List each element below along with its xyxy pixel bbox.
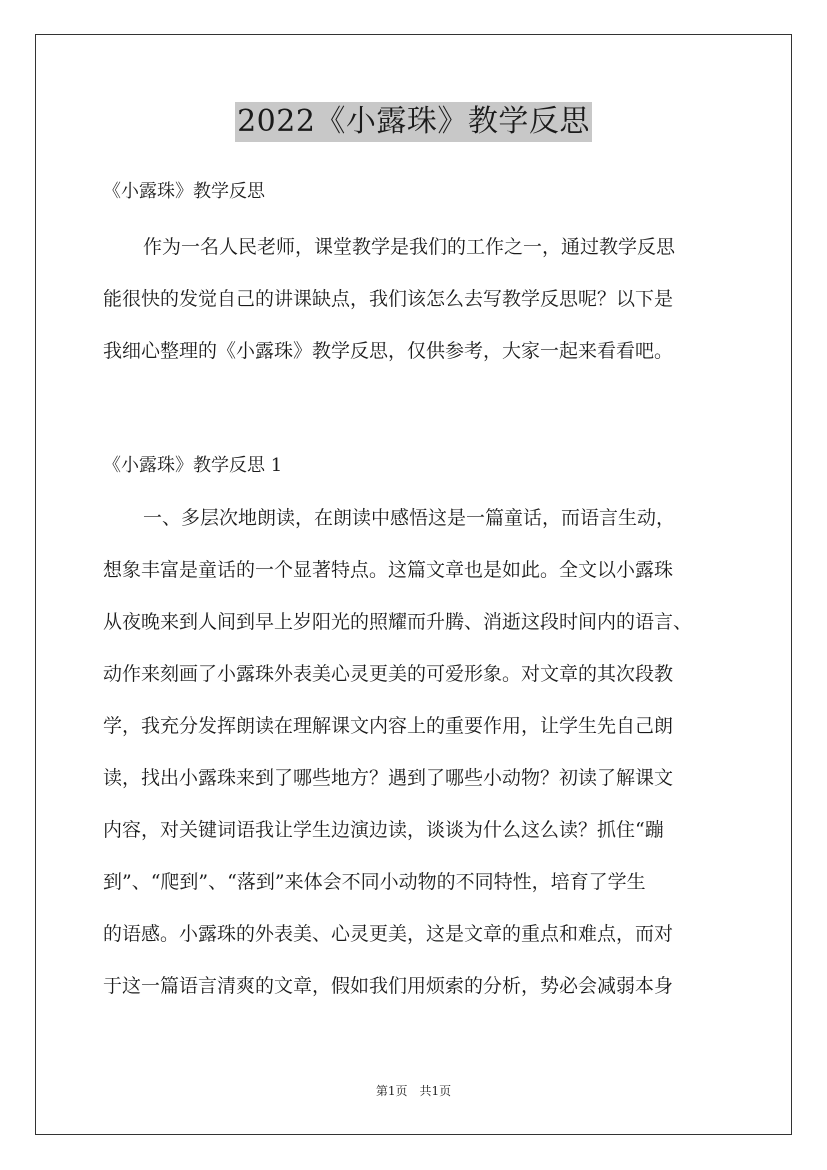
paragraph-line: 的语感。小露珠的外表美、心灵更美，这是文章的重点和难点，而对 <box>103 923 674 945</box>
paragraph-line: 内容，对关键词语我让学生边演边读，谈谈为什么这么读？抓住“蹦 <box>103 819 664 841</box>
paragraph-line: 能很快的发觉自己的讲课缺点，我们该怎么去写教学反思呢？以下是 <box>103 288 674 310</box>
document-subtitle: 《小露珠》教学反思 <box>103 181 265 202</box>
paragraph-line: 一、多层次地朗读，在朗读中感悟这是一篇童话，而语言生动， <box>143 507 676 529</box>
intro-paragraph <box>103 221 743 377</box>
paragraph-line: 动作来刻画了小露珠外表美心灵更美的可爱形象。对文章的其次段教 <box>103 663 674 685</box>
section-heading: 《小露珠》教学反思 1 <box>103 455 283 476</box>
paragraph-line: 读，找出小露珠来到了哪些地方？遇到了哪些小动物？初读了解课文 <box>103 767 674 789</box>
body-paragraph <box>103 492 743 1012</box>
document-title: 2022《小露珠》教学反思 <box>235 102 592 142</box>
paragraph-line: 作为一名人民老师，课堂教学是我们的工作之一，通过教学反思 <box>143 236 676 258</box>
paragraph-line: 我细心整理的《小露珠》教学反思，仅供参考，大家一起来看看吧。 <box>103 340 674 362</box>
paragraph-line: 从夜晚来到人间到早上岁阳光的照耀而升腾、消逝这段时间内的语言、 <box>103 611 693 633</box>
paragraph-line: 学，我充分发挥朗读在理解课文内容上的重要作用，让学生先自己朗 <box>103 715 674 737</box>
paragraph-line: 想象丰富是童话的一个显著特点。这篇文章也是如此。全文以小露珠 <box>103 559 674 581</box>
paragraph-line: 于这一篇语言清爽的文章，假如我们用烦索的分析，势必会减弱本身 <box>103 975 674 997</box>
page-number-footer: 第1页 共1页 <box>375 1084 452 1098</box>
paragraph-line: 到”、“爬到”、“落到”来体会不同小动物的不同特性，培育了学生 <box>103 871 646 893</box>
title-container <box>0 102 827 142</box>
